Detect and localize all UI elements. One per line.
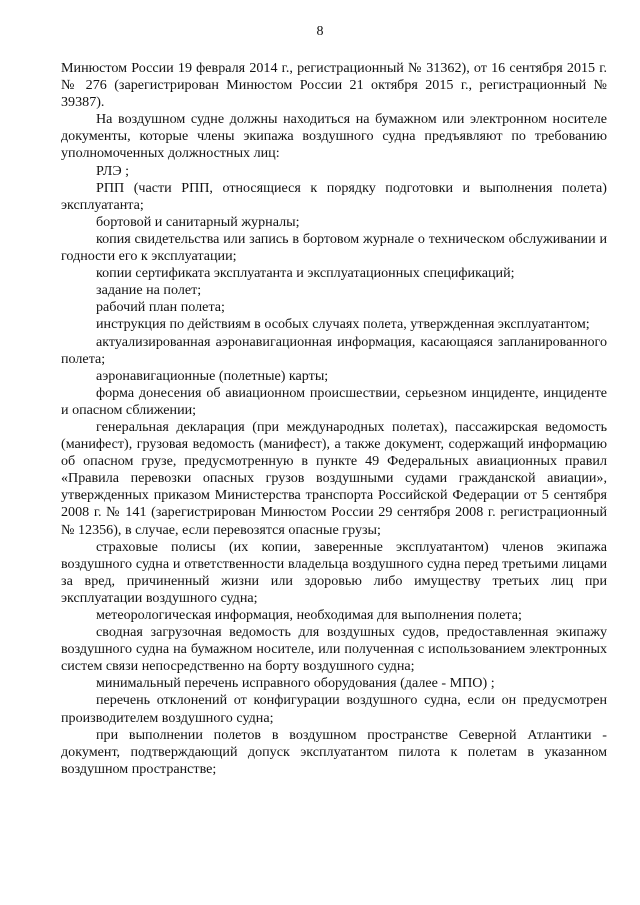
- list-item-flight-task: задание на полет;: [96, 282, 202, 299]
- document-body: [61, 60, 607, 778]
- paragraph-continuation: Минюстом России 19 февраля 2014 г., регистрационный № 31362), от 16 сентября 2015 г. № 276 (зарегистрирован Минюстом России 21 октября 2015 г., регистрационный № 39387).: [61, 60, 607, 111]
- list-item-journals: бортовой и санитарный журналы;: [96, 213, 300, 230]
- list-item-load-sheet: сводная загрузочная ведомость для воздушных судов, предоставленная экипажу воздушного судна на бумажном носителе, или полученная с использованием электронных систем связи непосредственно на борту воздушного судна;: [61, 624, 607, 675]
- list-item-emergency-instruction: инструкция по действиям в особых случаях полета, утвержденная эксплуатантом;: [96, 316, 590, 333]
- list-item-flight-plan: рабочий план полета;: [96, 299, 225, 316]
- list-item-insurance: страховые полисы (их копии, заверенные эксплуатантом) членов экипажа воздушного судна и ответственности владельца воздушного судна перед третьими лицами за вред, причиненный жизни или здоровью либо имуществу третьих лиц при эксплуатации воздушного судна;: [61, 538, 607, 606]
- list-item-meteo: метеорологическая информация, необходимая для выполнения полета;: [96, 607, 522, 623]
- list-item-general-declaration: генеральная декларация (при международных полетах), пассажирская ведомость (манифест), грузовая ведомость (манифест), а также документ, содержащий информацию об опасном грузе, предусмотренную в пункте 49 Федеральных авиационных правил «Правила перевозки опасных грузов воздушными судами гражданской авиации», утвержденных приказом Министерства транспорта Российской Федерации от 5 сентября 2008 г. № 141 (зарегистрирован Минюстом России 29 сентября 2008 г. регистрационный № 12356), в случае, если перевозятся опасные грузы;: [61, 418, 607, 538]
- list-item-rle: РЛЭ ;: [96, 162, 130, 179]
- list-item-mel: минимальный перечень исправного оборудования (далее - МПО) ;: [96, 675, 495, 692]
- page-number: 8: [316, 24, 324, 39]
- paragraph-intro: На воздушном судне должны находиться на бумажном или электронном носителе документы, которые члены экипажа воздушного судна предъявляют по требованию уполномоченных должностных лиц:: [61, 111, 607, 162]
- list-item-rpp: РПП (части РПП, относящиеся к порядку подготовки и выполнения полета) эксплуатанта;: [61, 179, 607, 213]
- list-item-operator-certificate: копии сертификата эксплуатанта и эксплуатационных спецификаций;: [96, 265, 515, 282]
- list-item-cdl: перечень отклонений от конфигурации воздушного судна, если он предусмотрен производителем воздушного судна;: [61, 692, 607, 726]
- list-item-north-atlantic: при выполнении полетов в воздушном пространстве Северной Атлантики - документ, подтверждающий допуск эксплуатантом пилота к полетам в указанном воздушном пространстве;: [61, 726, 607, 777]
- list-item-incident-report-form: форма донесения об авиационном происшествии, серьезном инциденте, инциденте и опасном сближении;: [61, 384, 607, 418]
- list-item-certificate-copy: копия свидетельства или запись в бортовом журнале о техническом обслуживании и годности его к эксплуатации;: [61, 230, 607, 265]
- list-item-charts: аэронавигационные (полетные) карты;: [96, 367, 329, 384]
- list-item-aeronautical-info: актуализированная аэронавигационная информация, касающаяся запланированного полета;: [61, 333, 607, 367]
